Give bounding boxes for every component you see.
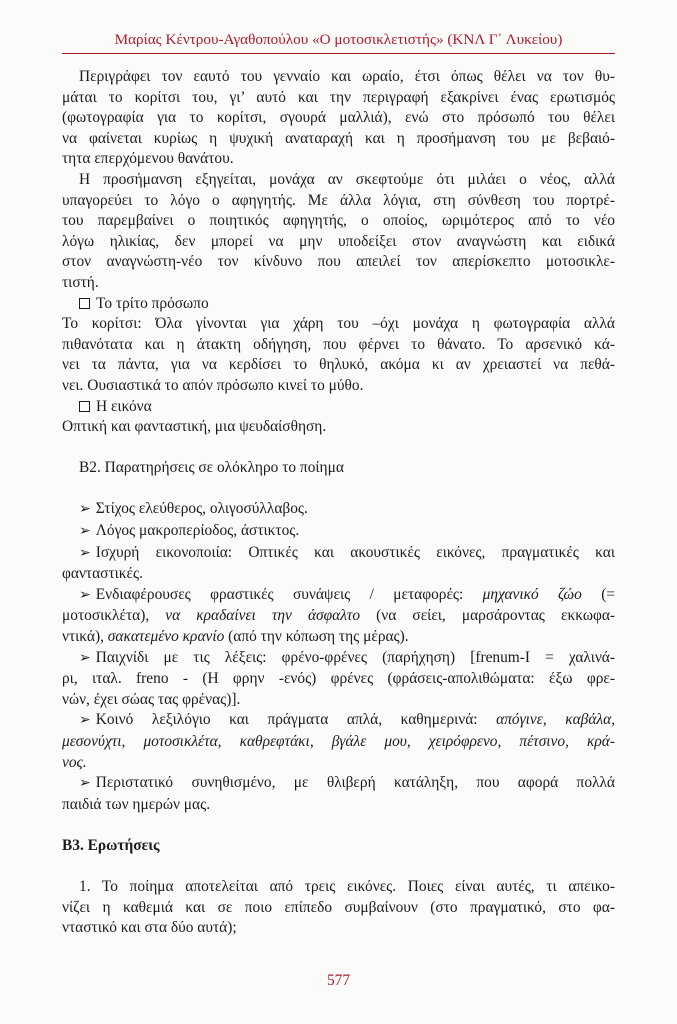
premonition-paragraph	[62, 170, 615, 294]
section-heading	[62, 397, 615, 418]
list-item-text: Λόγος μακροπερίοδος, άστικτος.	[95, 522, 300, 540]
text-line: λόγω ηλικίας, δεν μπορεί να μην υποδείξει στον αναγνώστη και ειδικά	[62, 232, 615, 250]
page-number: 577	[326, 972, 351, 989]
arrow-bullet-icon: ➢	[79, 502, 91, 518]
list-item	[62, 710, 615, 732]
text-line: νει τα πάντα, για να κερδίσει το θηλυκό, ακόμα κι αν χρειαστεί να πεθά-	[62, 356, 615, 374]
list-item-text: (από την κόπωση της μέρας).	[224, 628, 409, 646]
italic-phrase: μηχανικό ζώο	[482, 585, 582, 603]
section-heading	[62, 294, 615, 315]
spacer	[62, 438, 615, 459]
text-line: τιστή.	[62, 273, 99, 291]
list-item	[62, 543, 615, 565]
text-line: (φωτογραφία για το κορίτσι, σγουρά μαλλιά), ενώ στο πρόσωπό του θέλει	[62, 109, 615, 127]
header-title: Μαρίας Κέντρου-Αγαθοπούλου «Ο μοτοσικλετιστής» (ΚΝΛ Γ΄ Λυκείου)	[114, 31, 563, 48]
spacer	[62, 479, 615, 500]
question-1	[62, 877, 615, 939]
list-item	[62, 773, 615, 795]
list-item	[62, 648, 615, 670]
list-item-text: Κοινό λεξιλόγιο και πράγματα απλά, καθημερινά:	[95, 711, 497, 729]
italic-phrase: να κραδαίνει την άσφαλτο	[165, 607, 361, 625]
heading-text: Το τρίτο πρόσωπο	[96, 294, 209, 312]
text-line: Οπτική και φανταστική, μια ψευδαίσθηση.	[62, 418, 327, 436]
list-item	[62, 585, 615, 607]
text-line: νει. Ουσιαστικά το απόν πρόσωπο κινεί το μύθο.	[62, 376, 364, 394]
text-line: νος.	[62, 753, 87, 771]
text-line	[62, 606, 615, 627]
text-line: του παρεμβαίνει ο ποιητικός αφηγητής, ο οποίος, ωριμότερος από το νέο	[62, 212, 615, 230]
text-line: ρι, ιταλ. freno - (Η φρην -ενός) φρένες (φράσεις-απολιθώματα: έξω φρε-	[62, 670, 615, 688]
arrow-bullet-icon: ➢	[79, 650, 91, 666]
section-title-b2: Β2. Παρατηρήσεις σε ολόκληρο το ποίημα	[79, 459, 344, 477]
italic-phrase: απόγινε, καβάλα,	[496, 711, 616, 729]
text-line: μεσονύχτι, μοτοσικλέτα, καθρεφτάκι, βγάλε μου, χειρόφρενο, πέτσινο, κρά-	[62, 733, 615, 750]
image-section	[62, 397, 615, 438]
spacer	[62, 815, 615, 836]
list-item-text: ντικά),	[62, 628, 108, 646]
arrow-bullet-icon: ➢	[79, 713, 91, 729]
third-person-section	[62, 294, 615, 397]
arrow-bullet-icon: ➢	[79, 545, 91, 561]
text-line: νών, έχει σώας τας φρένας)].	[62, 690, 241, 708]
list-item-text: (να σείει, μαρσάροντας εκκωφα-	[360, 607, 616, 625]
list-item-text: Περιστατικό συνηθισμένο, με θλιβερή κατάληξη, που αφορά πολλά	[95, 774, 615, 792]
arrow-bullet-icon: ➢	[79, 776, 91, 792]
text-line: τητα επερχόμενου θανάτου.	[62, 150, 234, 168]
text-line	[62, 627, 615, 648]
list-item-text: Στίχος ελεύθερος, ολιγοσύλλαβος.	[95, 500, 308, 518]
section-title-b3: Β3. Ερωτήσεις	[62, 836, 160, 854]
list-item-text: Ενδιαφέρουσες φραστικές συνάψεις / μεταφορές:	[95, 585, 483, 603]
checkbox-square-icon	[79, 401, 90, 412]
checkbox-square-icon	[79, 298, 90, 309]
list-item	[62, 521, 615, 543]
text-line: μάται το κορίτσι του, γι’ αυτό και την περιγραφή εξακρίνει ένας ερωτισμός	[62, 88, 615, 106]
list-item-text: (=	[581, 585, 616, 603]
text-line: Περιγράφει τον εαυτό του γενναίο και ωραίο, έτσι όπως θέλει να τον θυ-	[79, 68, 615, 85]
list-item-text: Ισχυρή εικονοποιία: Οπτικές και ακουστικές εικόνες, πραγματικές και	[95, 543, 615, 561]
heading-text: Η εικόνα	[96, 397, 152, 415]
running-header	[62, 30, 615, 54]
text-line: στον αναγνώστη-νέο τον κίνδυνο που απειλεί τον απερίσκεπτο μοτοσικλε-	[62, 253, 615, 271]
italic-phrase: σακατεμένο κρανίο	[107, 628, 225, 646]
text-line: νίζει η καθεμιά και σε ποιο επίπεδο συμβαίνουν (στο πραγματικό, στο φα-	[62, 898, 615, 916]
spacer	[62, 857, 615, 878]
text-line: πιθανότατα και η άτακτη οδήγηση, που φέρνει το θάνατο. Το αρσενικό κά-	[62, 335, 615, 353]
observations-list	[62, 499, 615, 815]
text-line: 1. Το ποίημα αποτελείται από τρεις εικόνες. Ποιες είναι αυτές, τι απεικο-	[79, 878, 615, 896]
list-item-text: μοτοσικλέτα),	[62, 607, 166, 625]
text-line: παιδιά των ημερών μας.	[62, 795, 211, 813]
text-line: υπαγορεύει το λόγο ο αφηγητής. Με άλλα λόγια, στη σύνθεση του πορτρέ-	[62, 191, 615, 209]
list-item-text: Παιχνίδι με τις λέξεις: φρένο-φρένες (παρήχηση) [frenum-I = χαλινά-	[95, 648, 615, 666]
text-line: Η προσήμανση εξηγείται, μονάχα αν σκεφτούμε ότι μιλάει ο νέος, αλλά	[79, 170, 615, 188]
text-line: φανταστικές.	[62, 565, 143, 583]
text-line: νταστικό και στα δύο αυτά);	[62, 919, 237, 937]
text-line: Το κορίτσι: Όλα γίνονται για χάρη του –όχι μονάχα η φωτογραφία αλλά	[62, 315, 615, 333]
arrow-bullet-icon: ➢	[79, 587, 91, 603]
text-line: να φαίνεται κυρίως η ψυχική αναταραχή και η προσήμανση του με βεβαιό-	[62, 129, 615, 147]
intro-paragraph	[62, 67, 615, 170]
arrow-bullet-icon: ➢	[79, 524, 91, 540]
page-content	[62, 67, 615, 939]
list-item	[62, 499, 615, 521]
